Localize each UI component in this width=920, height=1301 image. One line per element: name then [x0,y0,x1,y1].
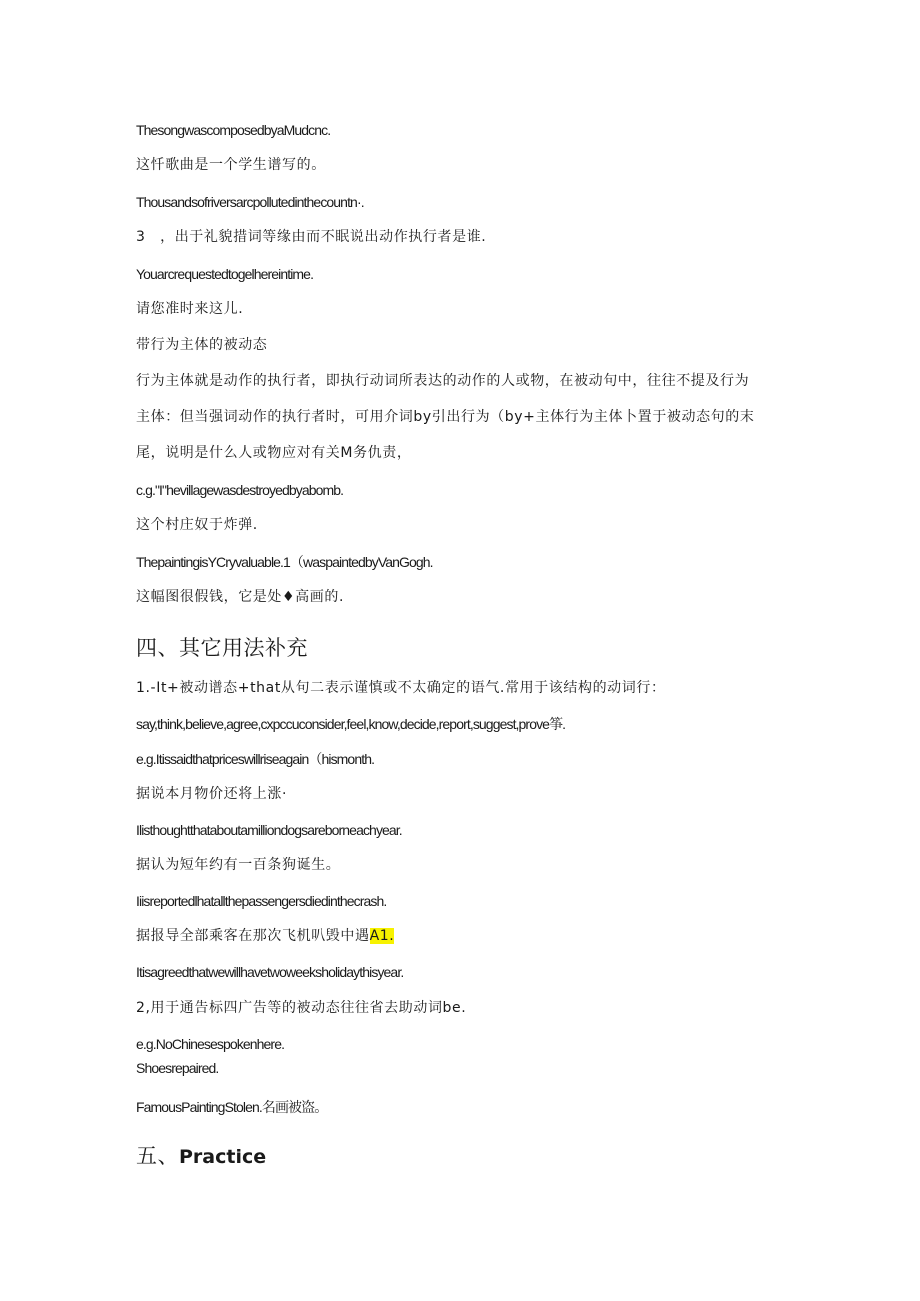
text-line: Iiisreportedlhatallthepassengersdiedinthecrash. [136,893,387,909]
text-line: c.g."I"hevillagewasdestroyedbyabomb. [136,482,344,498]
section-heading-practice [136,1146,266,1167]
text-line: 主体：但当强词动作的执行者时，可用介词by引出行为（by+主体行为主体卜置于被动态句的末 [136,409,755,425]
text-line: e.g.NoChinesespokenhere. [136,1036,285,1052]
section-title: Practice [179,1146,267,1168]
highlighted-text: A1. [369,928,395,944]
text-line: 这个村庄奴于炸弹. [136,517,258,533]
text-line: e.g.Itissaidthatpriceswillriseagain（hismonth. [136,751,375,767]
text-line: 这忏歌曲是一个学生谱写的。 [136,157,326,173]
text-line: Ilisthoughtthataboutamilliondogsareborneachyear. [136,822,402,838]
text-line: 行为主体就是动作的执行者，即执行动词所表达的动作的人或物，在被动句中，往往不提及行为 [136,373,750,389]
text-line: say,think,believe,agree,cxpccuconsider,feel,know,decide,report,suggest,prove筝. [136,716,566,732]
text-line: Itisagreedthatwewillhavetwoweeksholidaythisyear. [136,964,404,980]
subheading: 带行为主体的被动态 [136,337,268,353]
text-line: 这幅图很假钱，它是处♦高画的. [136,589,345,605]
text-line: 尾，说明是什么人或物应对有关M务仇责， [136,445,412,461]
text-line: Shoesrepaired. [136,1060,219,1076]
text-line: 1.-It+被动谱态+that从句二表示谨慎或不太确定的语气.常用于该结构的动词行： [136,680,666,696]
text-segment: 据报导全部乘客在那次飞机叭毁中遇 [136,928,370,944]
text-line: 2,用于通告标四广告等的被动态往往省去助动词be. [136,1000,467,1016]
text-line: 据认为短年约有一百条狗诞生。 [136,857,341,873]
text-line: 请您准时来这儿. [136,301,244,317]
section-number: 五、 [136,1144,179,1168]
text-line: 3 ，出于礼貌措词等缘由而不眠说出动作执行者是谁. [136,229,487,245]
text-line: FamousPaintingStolen.名画被盗。 [136,1099,328,1115]
text-line: Youarcrequestedtogelhereintime. [136,266,314,282]
text-line: Thousandsofriversarcpollutedinthecountn·. [136,194,364,210]
section-heading: 四、其它用法补充 [136,636,308,660]
text-line: ThesongwascomposedbyaMudcnc. [136,122,331,138]
text-line: ThepaintingisYCryvaluable.1（waspaintedbyVanGogh. [136,554,433,570]
text-line [136,929,394,943]
text-line: 据说本月物价还将上涨· [136,786,288,802]
